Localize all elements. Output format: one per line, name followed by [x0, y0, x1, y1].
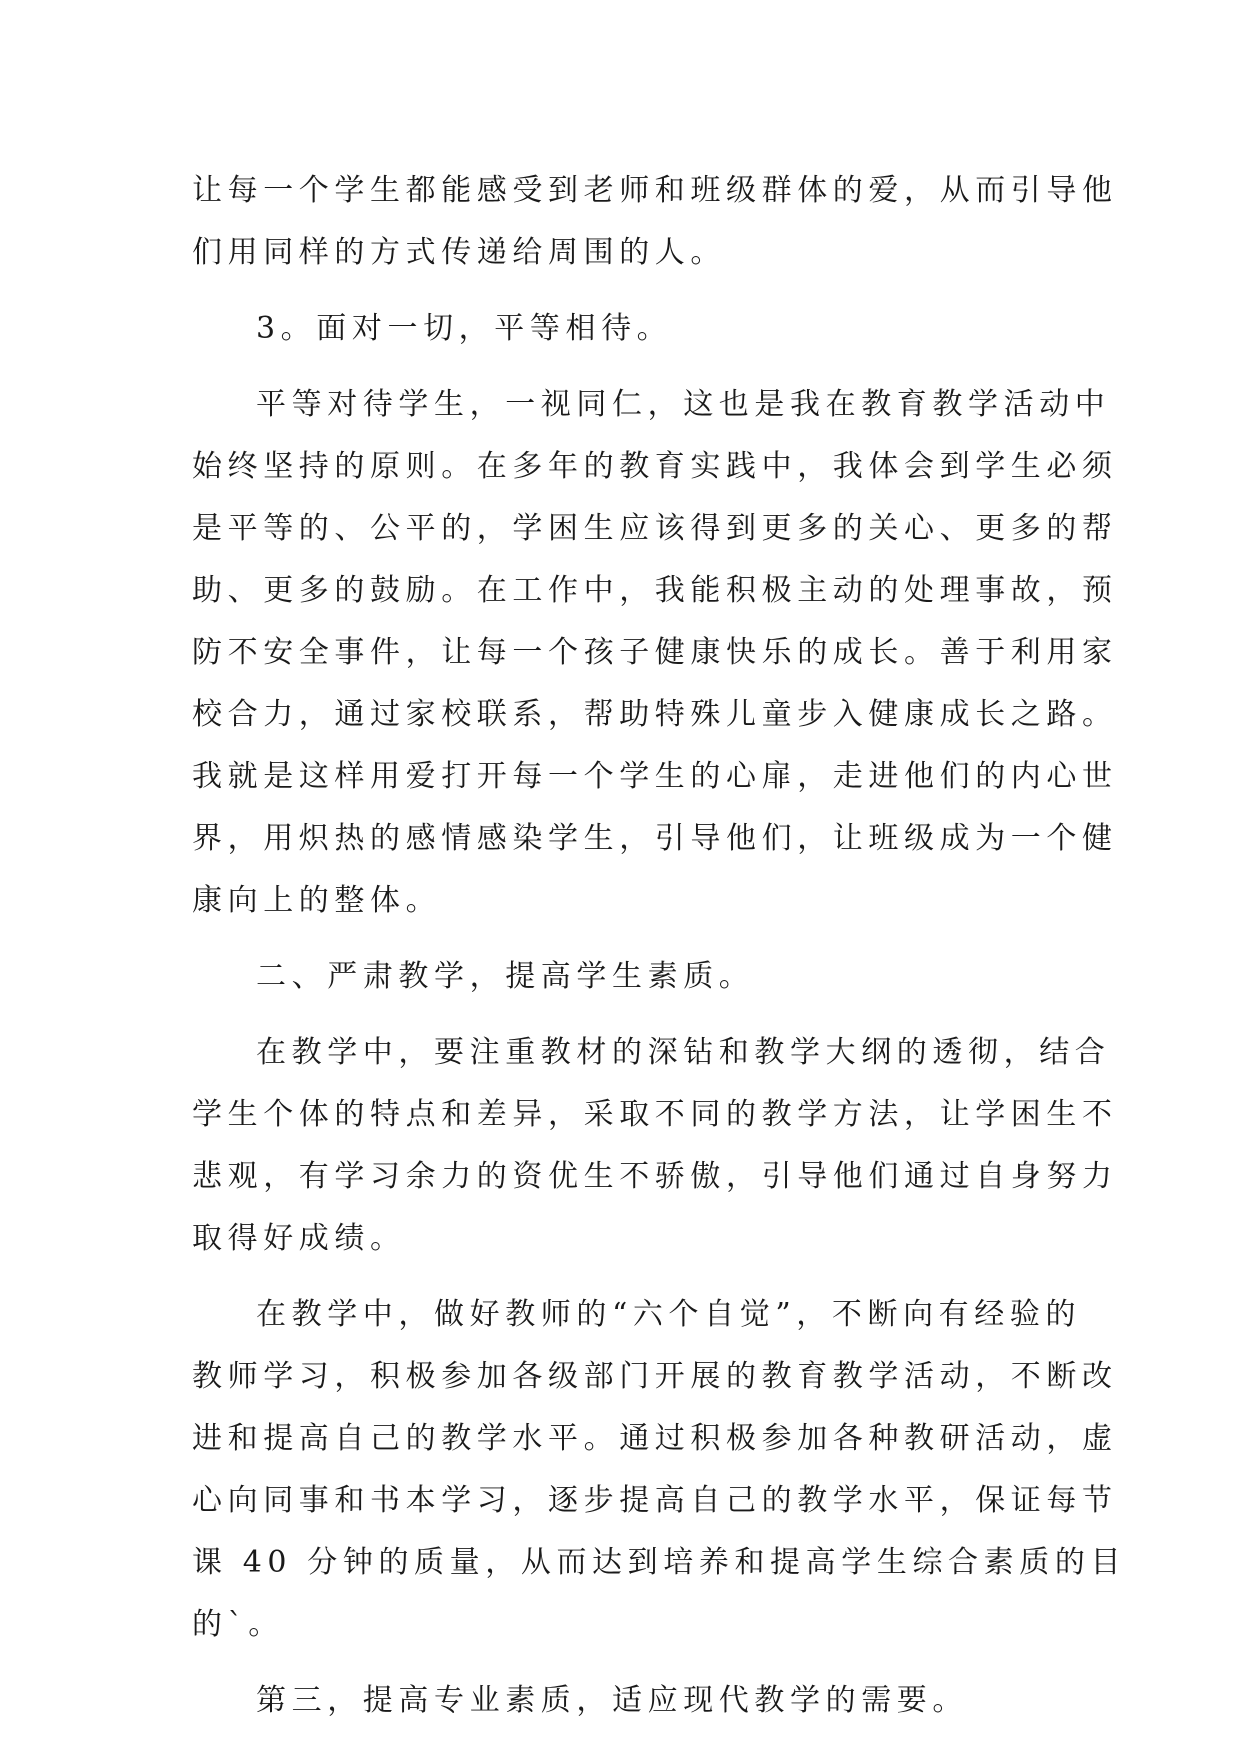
section-heading: 二、严肃教学，提高学生素质。 [256, 959, 755, 994]
text-line: 在教学中，做好教师的“六个自觉”，不断向有经验的 [256, 1297, 1082, 1332]
text-line: 校合力，通过家校联系，帮助特殊儿童步入健康成长之路。 [192, 697, 1118, 732]
text-line: 心向同事和书本学习，逐步提高自己的教学水平，保证每节 [192, 1483, 1118, 1518]
text-line: 悲观，有学习余力的资优生不骄傲，引导他们通过自身努力 [192, 1159, 1118, 1194]
text-line: 平等对待学生，一视同仁，这也是我在教育教学活动中 [256, 387, 1111, 422]
text-line: 始终坚持的原则。在多年的教育实践中，我体会到学生必须 [192, 449, 1118, 484]
text-line: 助、更多的鼓励。在工作中，我能积极主动的处理事故，预 [192, 573, 1118, 608]
text-line: 让每一个学生都能感受到老师和班级群体的爱，从而引导他 [192, 173, 1118, 208]
text-line: 在教学中，要注重教材的深钻和教学大纲的透彻，结合 [256, 1035, 1111, 1070]
text-line: 我就是这样用爱打开每一个学生的心扉，走进他们的内心世 [192, 759, 1118, 794]
section-heading: 第三，提高专业素质，适应现代教学的需要。 [256, 1683, 968, 1718]
text-line: 防不安全事件，让每一个孩子健康快乐的成长。善于利用家 [192, 635, 1118, 670]
paragraph-p3 [192, 374, 1118, 932]
text-line: 界，用炽热的感情感染学生，引导他们，让班级成为一个健 [192, 821, 1118, 856]
text-line: 取得好成绩。 [192, 1221, 406, 1256]
document-page [192, 160, 1127, 1732]
text-line: 进和提高自己的教学水平。通过积极参加各种教研活动，虚 [192, 1421, 1118, 1456]
paragraph-p6 [192, 1284, 1127, 1656]
text-line: 的`。 [192, 1607, 284, 1642]
text-line: 是平等的、公平的，学困生应该得到更多的关心、更多的帮 [192, 511, 1118, 546]
text-line: 课 40 分钟的质量，从而达到培养和提高学生综合素质的目 [192, 1545, 1127, 1580]
text-line: 3。面对一切，平等相待。 [256, 311, 673, 346]
paragraph-p1 [192, 160, 1118, 284]
paragraph-p2 [192, 298, 1072, 360]
text-line: 们用同样的方式传递给周围的人。 [192, 235, 726, 270]
text-line: 康向上的整体。 [192, 883, 442, 918]
paragraph-p7 [192, 1670, 1072, 1732]
paragraph-p5 [192, 1022, 1118, 1270]
text-line: 教师学习，积极参加各级部门开展的教育教学活动，不断改 [192, 1359, 1118, 1394]
paragraph-p4 [192, 946, 1072, 1008]
text-line: 学生个体的特点和差异，采取不同的教学方法，让学困生不 [192, 1097, 1118, 1132]
